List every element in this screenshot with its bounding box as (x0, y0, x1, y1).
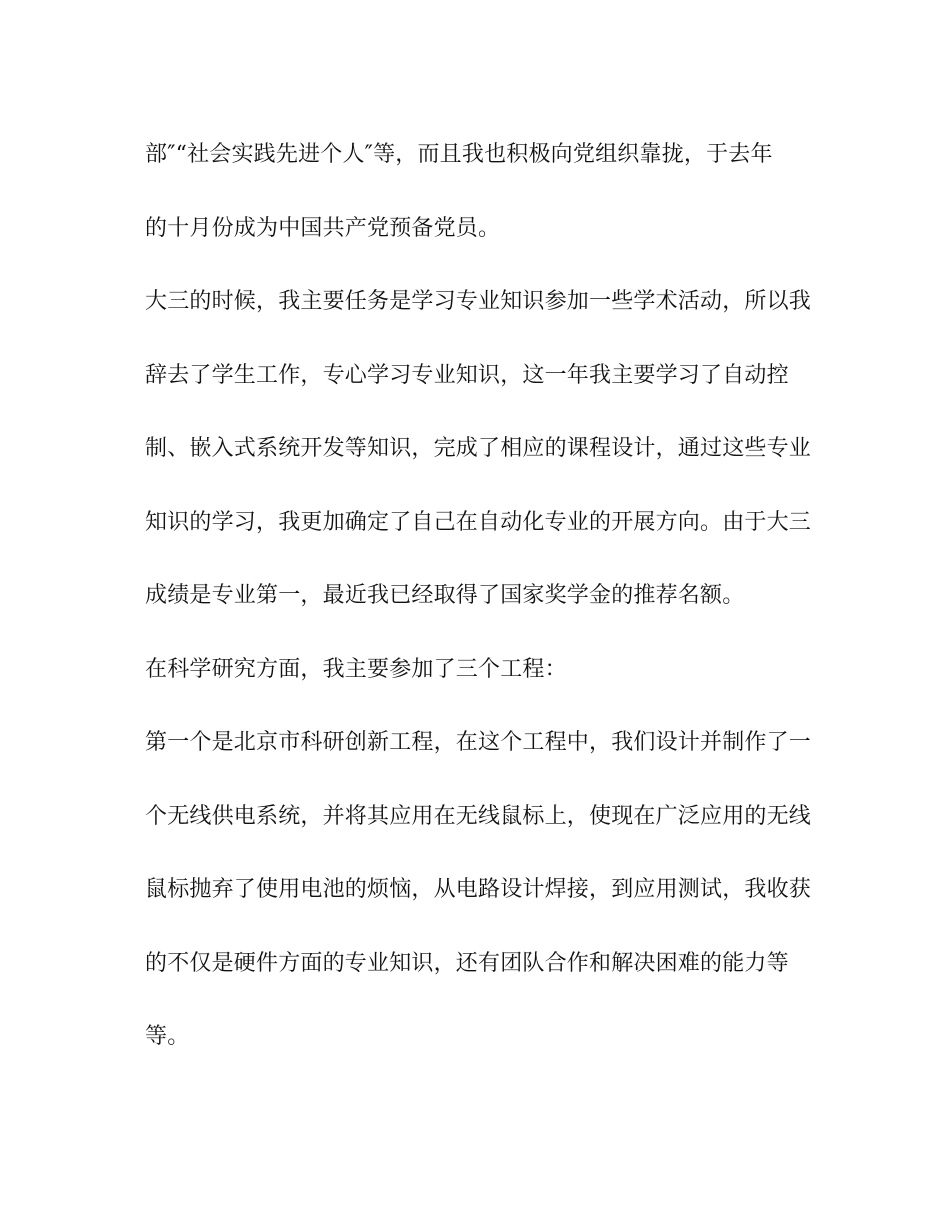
text-line-8: 在科学研究方面，我主要参加了三个工程： (145, 656, 567, 682)
text-line-4: 辞去了学生工作，专心学习专业知识，这一年我主要学习了自动控 (145, 362, 789, 388)
text-line-12: 的不仅是硬件方面的专业知识，还有团队合作和解决困难的能力等 (145, 950, 789, 976)
text-line-3: 大三的时候，我主要任务是学习专业知识参加一些学术活动，所以我 (145, 289, 812, 314)
text-line-5: 制、嵌入式系统开发等知识，完成了相应的课程设计，通过这些专业 (145, 436, 812, 461)
text-line-1: 部″“社会实践先进个人″等，而且我也积极向党组织靠拢，于去年 (145, 142, 773, 167)
text-line-2: 的十月份成为中国共产党预备党员。 (145, 215, 501, 241)
text-line-10: 个无线供电系统，并将其应用在无线鼠标上，使现在广泛应用的无线 (145, 803, 812, 829)
text-line-13: 等。 (145, 1024, 190, 1049)
text-line-6: 知识的学习，我更加确定了自己在自动化专业的开展方向。由于大三 (145, 509, 812, 535)
text-line-11: 鼠标抛弃了使用电池的烦恼，从电路设计焊接，到应用测试，我收获 (145, 877, 812, 902)
document-body (145, 131, 825, 1087)
text-line-7: 成绩是专业第一，最近我已经取得了国家奖学金的推荐名额。 (145, 583, 745, 608)
text-line-9: 第一个是北京市科研创新工程，在这个工程中，我们设计并制作了一 (145, 730, 812, 755)
